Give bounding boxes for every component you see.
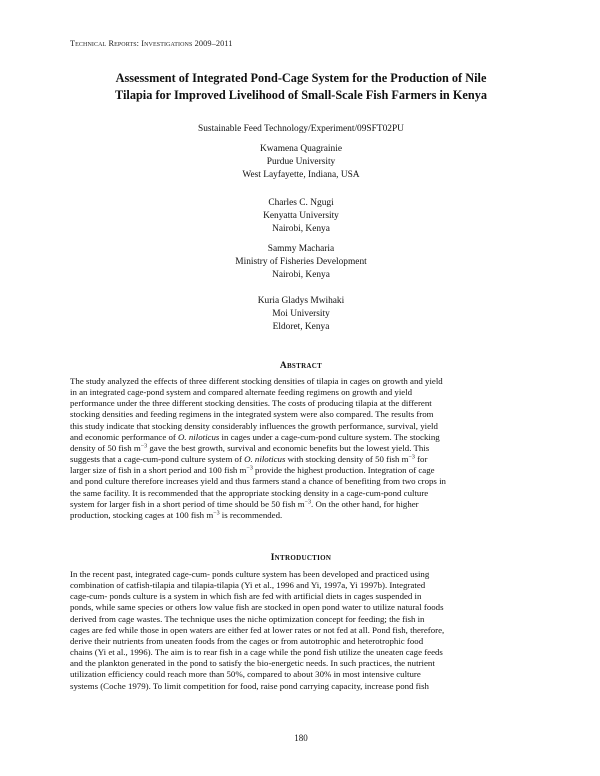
text-line: chains (Yi et al., 1996). The aim is to rear fish in a cage while the pond fish utilize the uneaten cage feeds (70, 647, 443, 658)
author-name: Kwamena Quagrainie (260, 144, 342, 154)
author-org: Kenyatta University (263, 211, 339, 222)
abstract-paragraph (70, 376, 532, 521)
text-line: In the recent past, integrated cage-cum- ponds culture system has been developed and practiced using (70, 569, 430, 579)
title-line: Assessment of Integrated Pond-Cage System for the Production of Nile (115, 71, 487, 85)
text-line: system for larger fish in a short period of time should be 50 fish $m^{-3}$. On the other hand, for higher (70, 498, 419, 509)
author-place: Nairobi, Kenya (272, 270, 330, 281)
author-name: Charles C. Ngugi (268, 198, 334, 208)
text-line: and pond culture therefore increases yield and thus farmers stand a chance of benefiting from two crops in (70, 476, 446, 487)
introduction-heading: Introduction (270, 553, 332, 563)
author-org: Ministry of Fisheries Development (235, 257, 367, 268)
text-line: cage-cum- ponds culture is a system in which fish are fed with artificial diets in cages suspended in (70, 591, 422, 602)
author-org: Purdue University (266, 157, 336, 168)
text-line: in an integrated cage-pond system and compared alternate feeding regimens on growth and yield (70, 387, 413, 398)
text-line: suggests that a cage-cum-pond culture system of O. niloticus with stocking density of 50 fish $m^{-3}$ for (70, 454, 428, 465)
text-line: performance under the three different stocking densities. The costs of producing tilapia at the different (70, 398, 432, 409)
author-block (70, 143, 532, 183)
text-line: larger size of fish in a short period and 100 fish $m^{-3}$ provide the highest production. Integration of cage (70, 465, 435, 476)
abstract-heading: Abstract (279, 361, 323, 371)
text-line: and economic performance of O. niloticus in cages under a cage-cum-pond culture system. The stocking (70, 431, 440, 442)
page-number: 180 (294, 733, 308, 743)
title-line: Tilapia for Improved Livelihood of Small-Scale Fish Farmers in Kenya (115, 88, 487, 102)
text-line: the same facility. It is recommended that the appropriate stocking density in a cage-cum-pond culture (70, 487, 429, 498)
author-block (70, 197, 532, 237)
text-line: utilization efficiency could reach more than 50%, compared to about 30% in most intensive culture (70, 669, 421, 680)
introduction-paragraph (70, 569, 532, 692)
text-line: stocking densities and feeding regimens in the integrated system were also compared. The results from (70, 409, 434, 420)
text-line: this study indicate that stocking density considerably influences the growth performance, survival, yield (70, 420, 438, 431)
author-name: Kuria Gladys Mwihaki (257, 296, 345, 306)
species-name: O. niloticus (244, 454, 286, 465)
text-line: systems (Coche 1979). To limit competition for food, raise pond carrying capacity, increase pond fish (70, 680, 429, 691)
text-line: combination of catfish-tilapia and tilapia-tilapia (Yi et al., 1996 and Yi, 1997a, Yi 1997b). Integrated (70, 580, 426, 591)
author-place: Eldoret, Kenya (272, 322, 330, 333)
text-line: The study analyzed the effects of three different stocking densities of tilapia in cages on growth and yield (70, 376, 443, 386)
author-name: Sammy Macharia (267, 244, 335, 254)
author-place: Nairobi, Kenya (272, 224, 330, 235)
text-line: cages are fed while those in open waters are either fed at lower rates or not fed at all. Pond fish, therefore, (70, 624, 445, 635)
text-line: ponds, while same species or others low value fish are stocked in open pond water to utilize natural foods (70, 602, 444, 613)
author-place: West Layfayette, Indiana, USA (242, 170, 360, 181)
text-line: density of 50 fish $m^{-3}$ gave the best growth, survival and economic benefits but the lowest yield. This (70, 442, 430, 453)
species-name: O. niloticus (178, 431, 220, 442)
text-line: and the plankton generated in the pond to satisfy the bio-energetic needs. In such practices, the nutrient (70, 658, 435, 669)
project-code: Sustainable Feed Technology/Experiment/09SFT02PU (198, 124, 404, 134)
paper-title (70, 70, 532, 104)
author-block (70, 295, 532, 335)
running-header: Technical Reports: Investigations 2009–2011 (70, 39, 233, 48)
text-line: production, stocking cages at 100 fish $m^{-3}$ is recommended. (70, 509, 283, 520)
author-org: Moi University (272, 309, 330, 320)
text-line: derive their nutrients from uneaten foods from the cages or from autotrophic and heterotrophic food (70, 635, 424, 646)
text-line: derived from cage wastes. The technique uses the niche optimization concept for feeding; the fish in (70, 613, 425, 624)
author-block (70, 243, 532, 283)
